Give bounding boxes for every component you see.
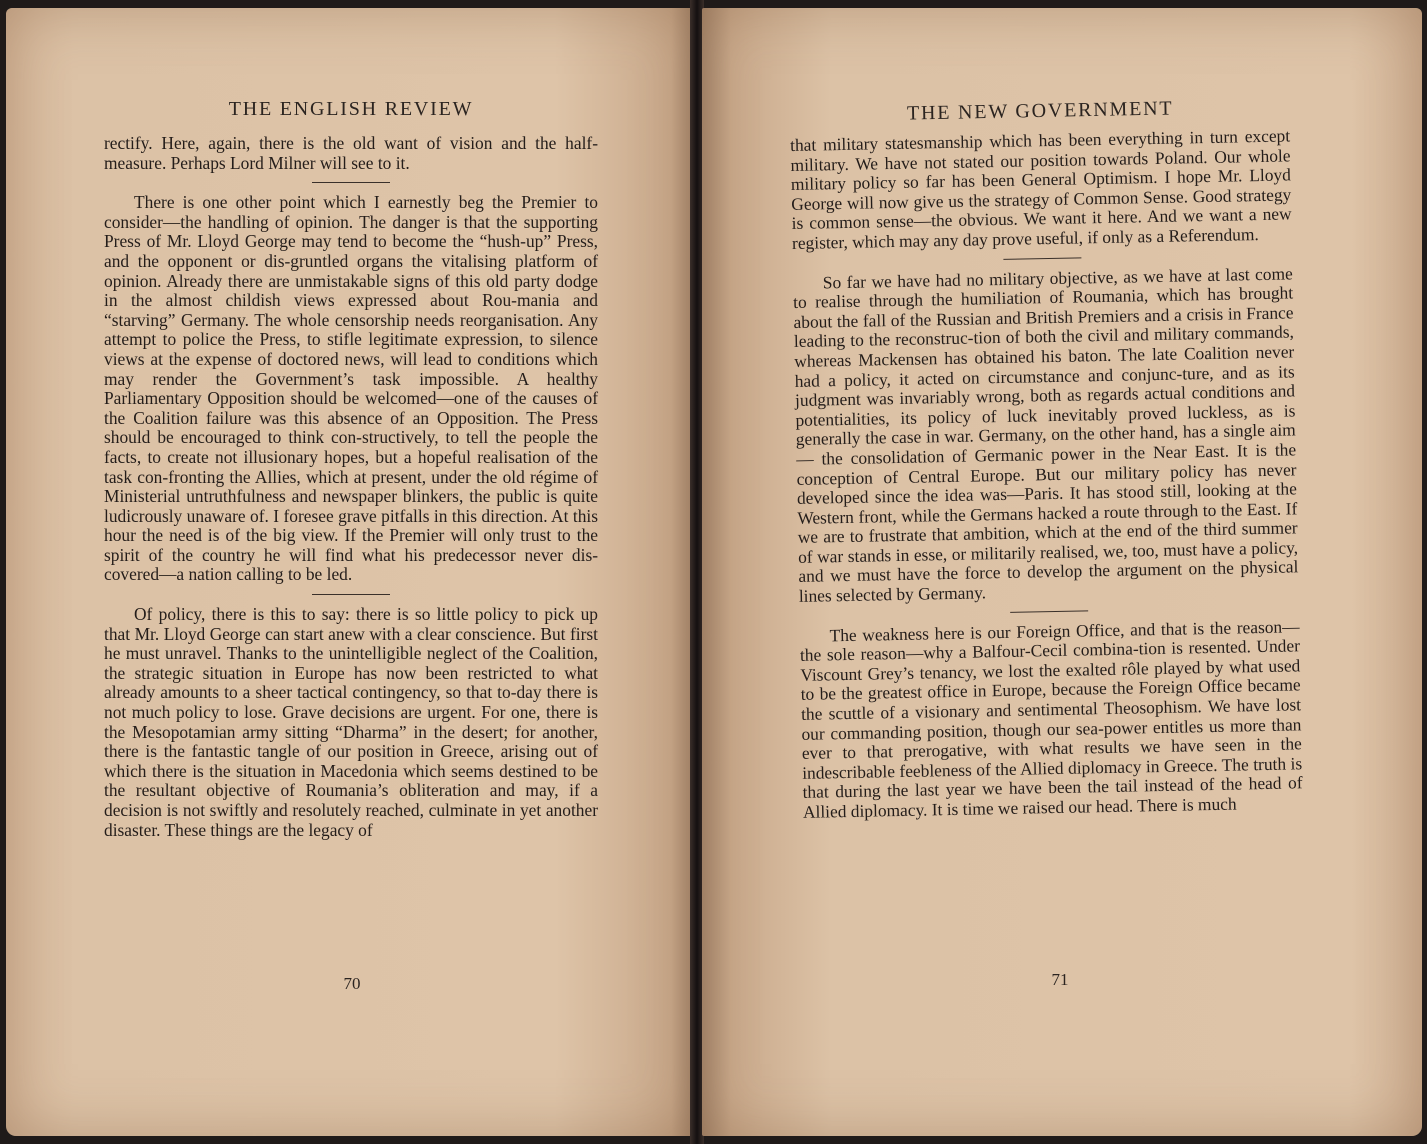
right-paragraph-1: that military statesmanship which has been everything in turn except military. We have not stated our position towards Poland. Our whole military policy so far has been General Optimism. I hope Mr. Lloyd George will now give us the strategy of Common Sense. Good strategy is common sense—the obvious. We want it here. And we want a new register, which may any day prove useful, if only as a Referendum. — [789, 125, 1292, 253]
left-running-head: THE ENGLISH REVIEW — [228, 98, 474, 120]
left-page-text — [104, 134, 598, 840]
section-rule — [1010, 610, 1088, 612]
left-paragraph-1: rectify. Here, again, there is the old want of vision and the half-measure. Perhaps Lord Milner will see to it. — [104, 133, 598, 173]
right-page-number: 71 — [1051, 970, 1069, 989]
right-paragraph-3: The weakness here is our Foreign Office, and that is the reason—the sole reason—why a Balfour-Cecil combina-tion is resented. Under Viscount Grey’s tenancy, we lost the exalted rôle played by what used to be the greatest office in Europe, because the Foreign Office became the scuttle of a visionary and sentimental Theosophism. We have lost our commanding position, though our sea-power entitles us more than ever to that prerogative, with what results we have seen in the indescribable feebleness of the Allied diplomacy in Greece. The truth is that during the last year we have been the tail instead of the head of Allied diplomacy. It is time we raised our head. There is much — [799, 615, 1303, 822]
section-rule — [312, 594, 390, 595]
left-page-number: 70 — [343, 974, 361, 993]
section-rule — [1003, 257, 1081, 259]
left-paragraph-2: There is one other point which I earnestly beg the Premier to consider—the handling of opinion. The danger is that the supporting Press of Mr. Lloyd George may tend to become the “hush-up” Press, and the opponent or dis-gruntled organs the vitalising platform of opinion. Already there are unmistakable signs of this old party dodge in the almost childish views expressed about Rou-mania and “starving” Germany. The whole censorship needs reorganisation. Any attempt to police the Press, to stifle legitimate expression, to silence views at the expense of doctored news, will lead to conditions which may render the Government’s task impossible. A healthy Parliamentary Opposition should be welcomed—one of the causes of the Coalition failure was this absence of an Opposition. The Press should be encouraged to think con-structively, to tell the people the facts, to create not illusionary hopes, but a hopeful realisation of the task con-fronting the Allies, which at present, under the old régime of Ministerial untruthfulness and newspaper blinkers, the public is quite ludicrously unaware of. I foresee grave pitfalls in this direction. At this hour the need is of the big view. If the Premier will only trust to the spirit of the country he will find what his predecessor never dis-covered—a nation calling to be led. — [104, 192, 598, 585]
right-paragraph-2: So far we have had no military objective, as we have at last come to realise through the humiliation of Roumania, which has brought about the fall of the Russian and British Premiers and a crisis in France leading to the reconstruc-tion of both the civil and military commands, whereas Mackensen has obtained his baton. The late Coalition never had a policy, it acted on circumstance and conjunc-ture, and as its judgment was invariably wrong, both as regards actual conditions and potentialities, its policy of luck inevitably proved luckless, as is generally the case in war. Germany, on the other hand, has a single aim— the consolidation of Germanic power in the Near East. It is the conception of Central Europe. But our military policy has never developed since the idea was—Paris. It has stood still, looking at the Western front, while the Germans hacked a route through to the East. If we are to frustrate that ambition, which at the end of the third summer of war stands in esse, or militarily realised, we, too, must have a policy, and we must have the force to develop the argument on the physical lines selected by Germany. — [792, 262, 1299, 606]
right-page-text — [790, 126, 1303, 822]
right-running-head: THE NEW GOVERNMENT — [906, 97, 1174, 125]
left-paragraph-3: Of policy, there is this to say: there is so little policy to pick up that Mr. Lloyd George can start anew with a clear conscience. But first he must unravel. Thanks to the unintelligible neglect of the Coalition, the strategic situation in Europe has now been restricted to what already amounts to a sheer tactical contingency, so that to-day there is not much policy to lose. Grave decisions are urgent. For one, there is the Mesopotamian army sitting “Dharma” in the desert; for another, there is the fantastic tangle of our position in Greece, arising out of which there is the situation in Macedonia which seems destined to be the resultant objective of Roumania’s obliteration and may, if a decision is not swiftly and resolutely reached, culminate in yet another disaster. These things are the legacy of — [104, 604, 598, 840]
section-rule — [312, 182, 390, 183]
